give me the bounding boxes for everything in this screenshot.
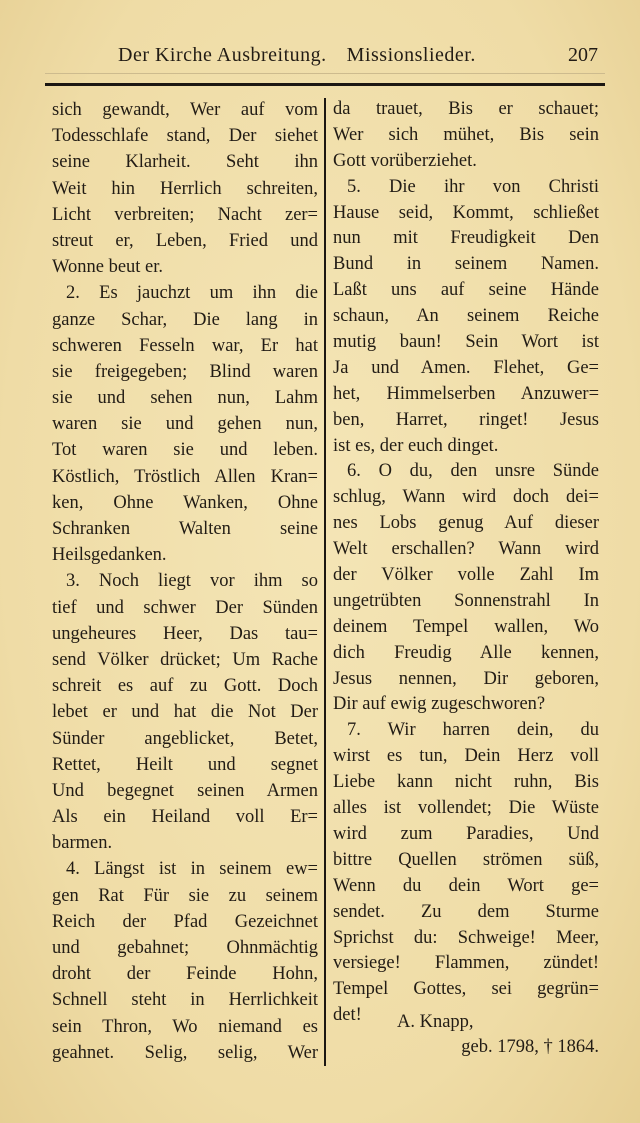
verse-line: und gebahnet; Ohnmächtig [52, 938, 318, 958]
verse-line: Köstlich, Tröstlich Allen Kran= [52, 466, 318, 487]
verse-line: Schnell steht in Herrlichkeit [52, 990, 318, 1011]
verse-line: Schranken Walten seine [52, 519, 318, 539]
verse-line: geahnet. Selig, selig, Wer [52, 1042, 318, 1063]
verse-line: 3. Noch liegt vor ihm so [66, 571, 318, 592]
verse-line: ist es, der euch dinget. [333, 435, 499, 456]
verse-line: Sprichst du: Schweige! Meer, [333, 927, 599, 948]
verse-line: versiege! Flammen, zündet! [333, 953, 599, 974]
verse-line: sein Thron, Wo niemand es [52, 1016, 318, 1037]
verse-line: lebet er und hat die Not Der [52, 702, 318, 723]
verse-line: sendet. Zu dem Sturme [333, 901, 599, 922]
verse-line: sie freigegeben; Blind waren [52, 361, 318, 382]
verse-line: schlug, Wann wird doch dei= [333, 487, 599, 508]
verse-line: Sünder angeblicket, Betet, [52, 728, 318, 749]
verse-line: wirst es tun, Dein Herz voll [333, 746, 599, 767]
verse-line: Heilsgedanken. [52, 545, 167, 566]
verse-line: Tot waren sie und leben. [52, 440, 318, 461]
verse-line: Laßt uns auf seine Hände [333, 280, 599, 301]
stanza [52, 856, 318, 1066]
verse-line: seine Klarheit. Seht ihn [52, 152, 318, 173]
verse-line: het, Himmelserben Anzuwer= [333, 383, 599, 404]
verse-line: ungetrübten Sonnenstrahl In [333, 590, 599, 611]
verse-line: Ja und Amen. Flehet, Ge= [333, 357, 599, 378]
running-header [0, 44, 640, 74]
verse-line: sich gewandt, Wer auf vom [52, 100, 318, 120]
verse-line: det! [333, 1005, 362, 1026]
verse-line: send Völker drücket; Um Rache [52, 649, 318, 670]
right-column [333, 97, 599, 1029]
verse-line: droht der Feinde Hohn, [52, 964, 318, 985]
column-divider [324, 98, 326, 1066]
verse-line: Wer sich mühet, Bis sein [333, 124, 599, 145]
verse-line: Als ein Heiland voll Er= [52, 807, 318, 828]
stanza [333, 459, 599, 718]
verse-line: 7. Wir harren dein, du [347, 720, 599, 741]
verse-line: schreit es auf zu Gott. Doch [52, 676, 318, 697]
verse-line: Jesus nennen, Dir geboren, [333, 668, 599, 689]
stanza [333, 175, 599, 460]
verse-line: gen Rat Für sie zu seinem [52, 885, 318, 906]
stanza [52, 568, 318, 856]
verse-line: der Völker volle Zahl Im [333, 565, 599, 586]
verse-line: schweren Fesseln war, Er hat [52, 335, 318, 356]
verse-line: ken, Ohne Wanken, Ohne [52, 492, 318, 513]
author-name: A. Knapp, [397, 1012, 474, 1032]
verse-line: Dir auf ewig zugeschworen? [333, 694, 546, 715]
verse-line: tief und schwer Der Sünden [52, 597, 318, 618]
verse-line: Gott vorüberziehet. [333, 150, 477, 171]
verse-line: Reich der Pfad Gezeichnet [52, 911, 318, 932]
stanza [52, 280, 318, 568]
verse-line: Und begegnet seinen Armen [52, 780, 318, 801]
verse-line: 2. Es jauchzt um ihn die [66, 283, 318, 304]
left-column [52, 97, 318, 1066]
verse-line: Liebe kann nicht ruhn, Bis [333, 772, 599, 793]
verse-line: Welt erschallen? Wann wird [333, 539, 599, 560]
stanza [333, 718, 599, 1029]
verse-line: barmen. [52, 833, 113, 854]
verse-line: Todesschlafe stand, Der siehet [52, 126, 318, 147]
verse-line: Licht verbreiten; Nacht zer= [52, 204, 318, 225]
verse-line: schaun, An seinem Reiche [333, 306, 599, 327]
verse-line: ganze Schar, Die lang in [52, 309, 318, 330]
verse-line: Tempel Gottes, sei gegrün= [333, 979, 599, 1000]
verse-line: sie und sehen nun, Lahm [52, 388, 318, 409]
verse-line: nes Lobs genug Auf dieser [333, 513, 599, 534]
verse-line: Hause seid, Kommt, schließet [333, 202, 599, 223]
verse-line: deinem Tempel wallen, Wo [333, 616, 599, 637]
verse-line: Weit hin Herrlich schreiten, [52, 178, 318, 199]
verse-line: Wenn du dein Wort ge= [333, 875, 599, 896]
stanza [52, 97, 318, 280]
verse-line: ben, Harret, ringet! Jesus [333, 409, 599, 430]
author-attribution [333, 1010, 599, 1060]
verse-line: ungeheures Heer, Das tau= [52, 623, 318, 644]
verse-line: alles ist vollendet; Die Wüste [333, 798, 599, 819]
verse-line: bittre Quellen strömen süß, [333, 849, 599, 870]
verse-line: 6. O du, den unsre Sünde [347, 461, 599, 482]
verse-line: mutig baun! Sein Wort ist [333, 332, 599, 353]
verse-line: streut er, Leben, Fried und [52, 230, 318, 251]
verse-line: dich Freudig Alle kennen, [333, 642, 599, 663]
verse-line: waren sie und gehen nun, [52, 414, 318, 435]
verse-line: Bund in seinem Namen. [333, 254, 599, 275]
verse-line: Rettet, Heilt und segnet [52, 754, 318, 775]
verse-line: wird zum Paradies, Und [333, 823, 599, 844]
verse-line: 5. Die ihr von Christi [347, 176, 599, 197]
author-dates: geb. 1798, † 1864. [461, 1037, 599, 1057]
verse-line: nun mit Freudigkeit Den [333, 228, 599, 249]
verse-line: da trauet, Bis er schauet; [333, 99, 599, 119]
header-faint-rule [45, 73, 605, 74]
section-title: Der Kirche Ausbreitung. [118, 44, 327, 66]
running-title [118, 44, 496, 67]
stanza [333, 97, 599, 175]
verse-line: Wonne beut er. [52, 257, 164, 278]
verse-line: 4. Längst ist in seinem ew= [66, 859, 318, 880]
subsection-title: Missionslieder. [346, 44, 476, 66]
page-number: 207 [568, 44, 598, 66]
header-rule [45, 83, 605, 86]
